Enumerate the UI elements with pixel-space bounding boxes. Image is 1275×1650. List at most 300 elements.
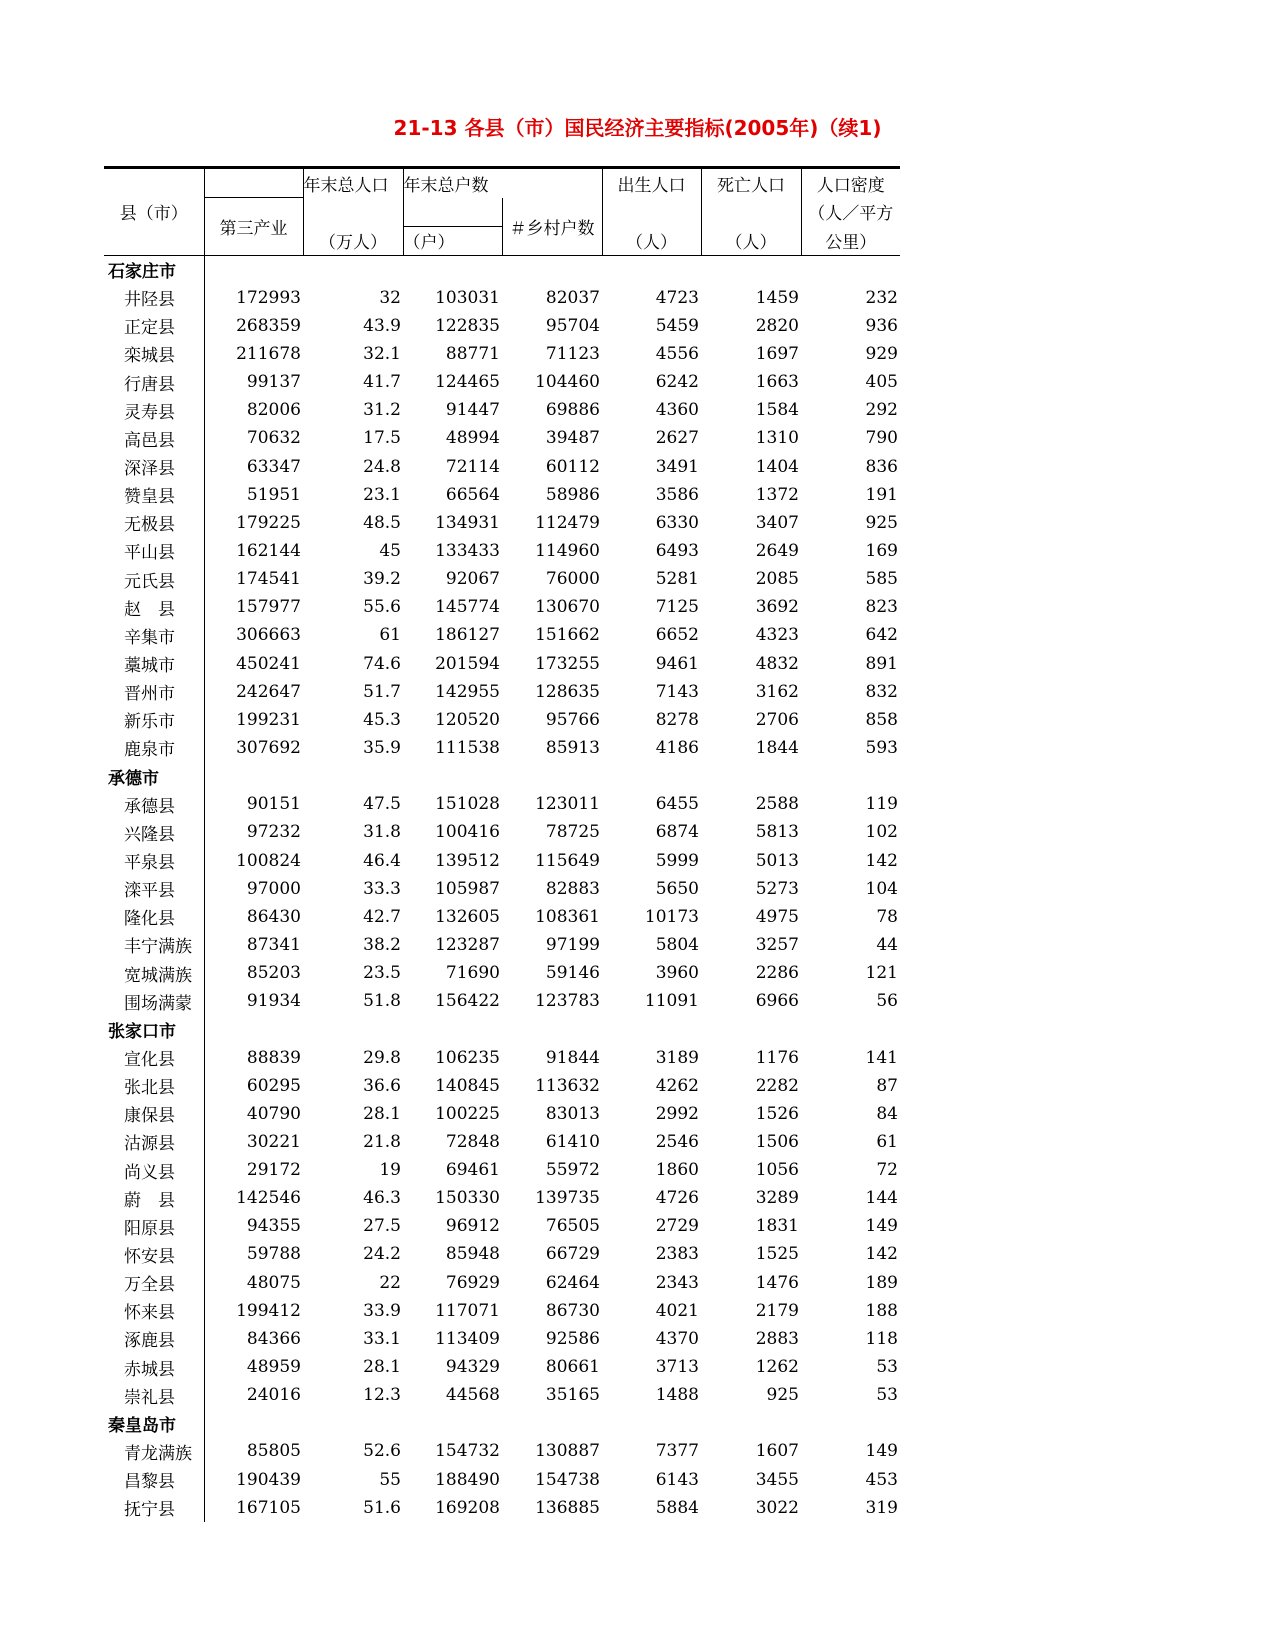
table-row [104, 1494, 900, 1522]
density-value: 169 [865, 540, 898, 561]
rural-households-value: 114960 [535, 540, 600, 561]
table-row [104, 312, 900, 340]
city-name: 承德市 [104, 762, 204, 790]
density-value: 836 [865, 456, 898, 477]
births-value: 3713 [655, 1357, 699, 1378]
population-value: 52.6 [363, 1441, 401, 1462]
population-value: 47.5 [363, 794, 401, 815]
table-row [104, 931, 900, 959]
deaths-value: 1663 [755, 372, 799, 393]
population-value: 51.7 [363, 681, 401, 702]
county-name: 晋州市 [104, 678, 204, 706]
tertiary-value: 162144 [236, 540, 301, 561]
density-value: 44 [876, 934, 898, 955]
households-value: 140845 [435, 1075, 500, 1096]
density-value: 144 [865, 1188, 898, 1209]
table-row [104, 734, 900, 762]
county-name: 行唐县 [104, 368, 204, 396]
empty-cell [204, 1409, 303, 1437]
density-value: 149 [865, 1441, 898, 1462]
county-name: 正定县 [104, 312, 204, 340]
population-value: 38.2 [363, 934, 401, 955]
rural-households-value: 58986 [545, 484, 600, 505]
births-value: 6143 [655, 1469, 699, 1490]
households-value: 113409 [435, 1328, 500, 1349]
deaths-value: 3455 [755, 1469, 799, 1490]
rural-households-value: 76000 [545, 569, 600, 590]
empty-cell [701, 762, 801, 790]
births-value: 2627 [655, 428, 699, 449]
empty-cell [602, 1015, 701, 1043]
population-value: 39.2 [363, 569, 401, 590]
header-tertiary: 第三产业 [204, 198, 303, 256]
births-value: 2729 [655, 1216, 699, 1237]
population-value: 42.7 [363, 906, 401, 927]
county-name: 辛集市 [104, 621, 204, 649]
header-population-unit: （万人） [303, 226, 403, 255]
county-name: 平泉县 [104, 846, 204, 874]
table-row [104, 424, 900, 452]
rural-households-value: 136885 [535, 1497, 600, 1518]
tertiary-value: 70632 [246, 428, 301, 449]
deaths-value: 1584 [755, 400, 799, 421]
empty-cell [801, 255, 900, 284]
city-row [104, 1015, 900, 1043]
deaths-value: 5813 [755, 822, 799, 843]
population-value: 29.8 [363, 1047, 401, 1068]
empty-cell [204, 255, 303, 284]
households-value: 106235 [435, 1047, 500, 1068]
table-row [104, 509, 900, 537]
births-value: 4021 [655, 1300, 699, 1321]
deaths-value: 2820 [755, 315, 799, 336]
births-value: 6242 [655, 372, 699, 393]
households-value: 122835 [435, 315, 500, 336]
empty-cell [701, 1015, 801, 1043]
table-row [104, 678, 900, 706]
population-value: 36.6 [363, 1075, 401, 1096]
births-value: 3491 [655, 456, 699, 477]
page-title: 21-13 各县（市）国民经济主要指标(2005年)（续1) [393, 116, 882, 140]
rural-households-value: 108361 [535, 906, 600, 927]
deaths-value: 1607 [755, 1441, 799, 1462]
header-households-unit: （户） [403, 226, 502, 255]
tertiary-value: 85805 [246, 1441, 301, 1462]
table-row [104, 1381, 900, 1409]
city-row [104, 255, 900, 284]
households-value: 169208 [435, 1497, 500, 1518]
county-name: 深泽县 [104, 452, 204, 480]
households-value: 123287 [435, 934, 500, 955]
header-density: 人口密度 [801, 168, 900, 198]
table-row [104, 1043, 900, 1071]
tertiary-value: 40790 [246, 1103, 301, 1124]
deaths-value: 1697 [755, 343, 799, 364]
births-value: 7125 [655, 597, 699, 618]
density-value: 191 [865, 484, 898, 505]
households-value: 150330 [435, 1188, 500, 1209]
births-value: 6493 [655, 540, 699, 561]
tertiary-value: 30221 [246, 1131, 301, 1152]
births-value: 3960 [655, 963, 699, 984]
county-name: 滦平县 [104, 875, 204, 903]
table-row [104, 593, 900, 621]
tertiary-value: 100824 [236, 850, 301, 871]
rural-households-value: 123783 [535, 991, 600, 1012]
table-row [104, 1128, 900, 1156]
tertiary-value: 59788 [246, 1244, 301, 1265]
births-value: 7143 [655, 681, 699, 702]
header-deaths-mid [701, 198, 801, 227]
county-name: 蔚 县 [104, 1184, 204, 1212]
density-value: 61 [876, 1131, 898, 1152]
households-value: 103031 [435, 287, 500, 308]
empty-cell [204, 762, 303, 790]
population-value: 27.5 [363, 1216, 401, 1237]
population-value: 33.3 [363, 878, 401, 899]
tertiary-value: 48959 [246, 1357, 301, 1378]
births-value: 3586 [655, 484, 699, 505]
population-value: 35.9 [363, 737, 401, 758]
county-name: 藁城市 [104, 649, 204, 677]
births-value: 11091 [644, 991, 699, 1012]
tertiary-value: 82006 [246, 400, 301, 421]
tertiary-value: 97000 [246, 878, 301, 899]
births-value: 4262 [655, 1075, 699, 1096]
deaths-value: 2085 [755, 569, 799, 590]
density-value: 292 [865, 400, 898, 421]
households-value: 186127 [435, 625, 500, 646]
table-row [104, 1353, 900, 1381]
population-value: 41.7 [363, 372, 401, 393]
rural-households-value: 173255 [535, 653, 600, 674]
rural-households-value: 95766 [545, 709, 600, 730]
county-name: 无极县 [104, 509, 204, 537]
deaths-value: 3692 [755, 597, 799, 618]
rural-households-value: 151662 [535, 625, 600, 646]
births-value: 4556 [655, 343, 699, 364]
tertiary-value: 29172 [246, 1160, 301, 1181]
households-value: 72848 [445, 1131, 500, 1152]
households-value: 76929 [445, 1272, 500, 1293]
population-value: 48.5 [363, 512, 401, 533]
county-name: 赞皇县 [104, 481, 204, 509]
table-row [104, 1240, 900, 1268]
deaths-value: 1262 [755, 1357, 799, 1378]
density-value: 87 [876, 1075, 898, 1096]
county-name: 崇礼县 [104, 1381, 204, 1409]
empty-cell [403, 762, 502, 790]
county-name: 怀安县 [104, 1240, 204, 1268]
density-value: 53 [876, 1357, 898, 1378]
header-pop-mid [303, 198, 403, 227]
county-name: 涿鹿县 [104, 1325, 204, 1353]
births-value: 2383 [655, 1244, 699, 1265]
deaths-value: 4323 [755, 625, 799, 646]
households-value: 88771 [445, 343, 500, 364]
rural-households-value: 62464 [545, 1272, 600, 1293]
households-value: 139512 [435, 850, 500, 871]
empty-cell [303, 762, 403, 790]
density-value: 84 [876, 1103, 898, 1124]
births-value: 2546 [655, 1131, 699, 1152]
deaths-value: 3289 [755, 1188, 799, 1209]
county-name: 隆化县 [104, 903, 204, 931]
tertiary-value: 86430 [246, 906, 301, 927]
births-value: 1488 [655, 1385, 699, 1406]
county-name: 怀来县 [104, 1297, 204, 1325]
empty-cell [403, 255, 502, 284]
deaths-value: 1372 [755, 484, 799, 505]
births-value: 4723 [655, 287, 699, 308]
empty-cell [502, 255, 602, 284]
tertiary-value: 91934 [246, 991, 301, 1012]
table-row [104, 959, 900, 987]
empty-cell [502, 762, 602, 790]
county-name: 赵 县 [104, 593, 204, 621]
header-births-mid [602, 198, 701, 227]
population-value: 31.8 [363, 822, 401, 843]
rural-households-value: 71123 [545, 343, 600, 364]
population-value: 74.6 [363, 653, 401, 674]
density-value: 891 [865, 653, 898, 674]
population-value: 46.3 [363, 1188, 401, 1209]
table-row [104, 649, 900, 677]
deaths-value: 1844 [755, 737, 799, 758]
density-value: 790 [865, 428, 898, 449]
county-name: 青龙满族 [104, 1437, 204, 1465]
population-value: 17.5 [363, 428, 401, 449]
city-name: 秦皇岛市 [104, 1409, 204, 1437]
rural-households-value: 104460 [535, 372, 600, 393]
county-name: 阳原县 [104, 1212, 204, 1240]
empty-cell [801, 1015, 900, 1043]
tertiary-value: 85203 [246, 963, 301, 984]
county-name: 张北县 [104, 1072, 204, 1100]
households-value: 48994 [445, 428, 500, 449]
rural-households-value: 66729 [545, 1244, 600, 1265]
households-value: 91447 [445, 400, 500, 421]
density-value: 405 [865, 372, 898, 393]
births-value: 5804 [655, 934, 699, 955]
empty-cell [602, 1409, 701, 1437]
deaths-value: 1476 [755, 1272, 799, 1293]
deaths-value: 1176 [755, 1047, 799, 1068]
tertiary-value: 84366 [246, 1328, 301, 1349]
rural-households-value: 61410 [545, 1131, 600, 1152]
population-value: 61 [379, 625, 401, 646]
population-value: 55.6 [363, 597, 401, 618]
tertiary-value: 51951 [246, 484, 301, 505]
births-value: 7377 [655, 1441, 699, 1462]
rural-households-value: 113632 [535, 1075, 600, 1096]
county-name: 鹿泉市 [104, 734, 204, 762]
tertiary-value: 97232 [246, 822, 301, 843]
population-value: 24.8 [363, 456, 401, 477]
table-row [104, 1184, 900, 1212]
rural-households-value: 91844 [545, 1047, 600, 1068]
tertiary-value: 268359 [236, 315, 301, 336]
population-value: 45.3 [363, 709, 401, 730]
table-row [104, 1325, 900, 1353]
table-row [104, 1100, 900, 1128]
county-name: 井陉县 [104, 284, 204, 312]
rural-households-value: 95704 [545, 315, 600, 336]
table-row [104, 818, 900, 846]
rural-households-value: 76505 [545, 1216, 600, 1237]
deaths-value: 2282 [755, 1075, 799, 1096]
county-name: 沽源县 [104, 1128, 204, 1156]
rural-households-value: 130670 [535, 597, 600, 618]
deaths-value: 2179 [755, 1300, 799, 1321]
households-value: 66564 [445, 484, 500, 505]
households-value: 188490 [435, 1469, 500, 1490]
households-value: 96912 [445, 1216, 500, 1237]
births-value: 4360 [655, 400, 699, 421]
county-name: 兴隆县 [104, 818, 204, 846]
rural-households-value: 35165 [545, 1385, 600, 1406]
tertiary-value: 450241 [236, 653, 301, 674]
density-value: 936 [865, 315, 898, 336]
population-value: 55 [379, 1469, 401, 1490]
table-row [104, 340, 900, 368]
tertiary-value: 242647 [236, 681, 301, 702]
deaths-value: 2649 [755, 540, 799, 561]
header-rural-households: ＃乡村户数 [502, 198, 602, 256]
county-name: 抚宁县 [104, 1494, 204, 1522]
table-row [104, 481, 900, 509]
table-row [104, 1072, 900, 1100]
county-name: 丰宁满族 [104, 931, 204, 959]
deaths-value: 3162 [755, 681, 799, 702]
tertiary-value: 60295 [246, 1075, 301, 1096]
empty-cell [403, 1015, 502, 1043]
deaths-value: 3257 [755, 934, 799, 955]
rural-households-value: 92586 [545, 1328, 600, 1349]
rural-households-value: 83013 [545, 1103, 600, 1124]
births-value: 4370 [655, 1328, 699, 1349]
births-value: 4726 [655, 1188, 699, 1209]
density-value: 104 [865, 878, 898, 899]
table-row [104, 987, 900, 1015]
county-name: 康保县 [104, 1100, 204, 1128]
deaths-value: 925 [766, 1385, 799, 1406]
households-value: 156422 [435, 991, 500, 1012]
rural-households-value: 82037 [545, 287, 600, 308]
rural-households-value: 97199 [545, 934, 600, 955]
tertiary-value: 88839 [246, 1047, 301, 1068]
density-value: 453 [865, 1469, 898, 1490]
table-row [104, 1156, 900, 1184]
rural-households-value: 59146 [545, 963, 600, 984]
empty-cell [303, 255, 403, 284]
tertiary-value: 307692 [236, 737, 301, 758]
deaths-value: 4975 [755, 906, 799, 927]
density-value: 78 [876, 906, 898, 927]
population-value: 23.1 [363, 484, 401, 505]
households-value: 71690 [445, 963, 500, 984]
county-name: 栾城县 [104, 340, 204, 368]
density-value: 858 [865, 709, 898, 730]
table-row [104, 537, 900, 565]
households-value: 117071 [435, 1300, 500, 1321]
households-value: 154732 [435, 1441, 500, 1462]
deaths-value: 4832 [755, 653, 799, 674]
density-value: 118 [865, 1328, 898, 1349]
population-value: 45 [379, 540, 401, 561]
tertiary-value: 142546 [236, 1188, 301, 1209]
population-value: 28.1 [363, 1357, 401, 1378]
deaths-value: 6966 [755, 991, 799, 1012]
households-value: 145774 [435, 597, 500, 618]
density-value: 149 [865, 1216, 898, 1237]
deaths-value: 2706 [755, 709, 799, 730]
births-value: 6330 [655, 512, 699, 533]
rural-households-value: 69886 [545, 400, 600, 421]
households-value: 120520 [435, 709, 500, 730]
county-name: 尚义县 [104, 1156, 204, 1184]
density-value: 141 [865, 1047, 898, 1068]
tertiary-value: 199231 [236, 709, 301, 730]
population-value: 19 [379, 1160, 401, 1181]
header-households: 年末总户数 [403, 168, 502, 198]
households-value: 133433 [435, 540, 500, 561]
births-value: 4186 [655, 737, 699, 758]
empty-cell [502, 1015, 602, 1043]
empty-cell [602, 255, 701, 284]
population-value: 31.2 [363, 400, 401, 421]
rural-households-value: 78725 [545, 822, 600, 843]
births-value: 5884 [655, 1497, 699, 1518]
households-value: 100225 [435, 1103, 500, 1124]
table-row [104, 621, 900, 649]
population-value: 32 [379, 287, 401, 308]
header-hh-mid [403, 198, 502, 227]
rural-households-value: 112479 [535, 512, 600, 533]
population-value: 23.5 [363, 963, 401, 984]
population-value: 12.3 [363, 1385, 401, 1406]
table-row [104, 1297, 900, 1325]
density-value: 72 [876, 1160, 898, 1181]
households-value: 92067 [445, 569, 500, 590]
tertiary-value: 63347 [246, 456, 301, 477]
table-row [104, 396, 900, 424]
table-row [104, 1466, 900, 1494]
rural-households-value: 130887 [535, 1441, 600, 1462]
households-value: 151028 [435, 794, 500, 815]
households-value: 100416 [435, 822, 500, 843]
rural-households-value: 115649 [535, 850, 600, 871]
households-value: 69461 [445, 1160, 500, 1181]
density-value: 53 [876, 1385, 898, 1406]
empty-cell [602, 762, 701, 790]
table-row [104, 846, 900, 874]
households-value: 72114 [445, 456, 500, 477]
households-value: 44568 [445, 1385, 500, 1406]
tertiary-value: 172993 [236, 287, 301, 308]
deaths-value: 1056 [755, 1160, 799, 1181]
tertiary-value: 48075 [246, 1272, 301, 1293]
table-row [104, 903, 900, 931]
density-value: 142 [865, 850, 898, 871]
density-value: 925 [865, 512, 898, 533]
rural-households-value: 154738 [535, 1469, 600, 1490]
births-value: 2343 [655, 1272, 699, 1293]
empty-cell [701, 255, 801, 284]
empty-cell [403, 1409, 502, 1437]
deaths-value: 1404 [755, 456, 799, 477]
density-value: 585 [865, 569, 898, 590]
